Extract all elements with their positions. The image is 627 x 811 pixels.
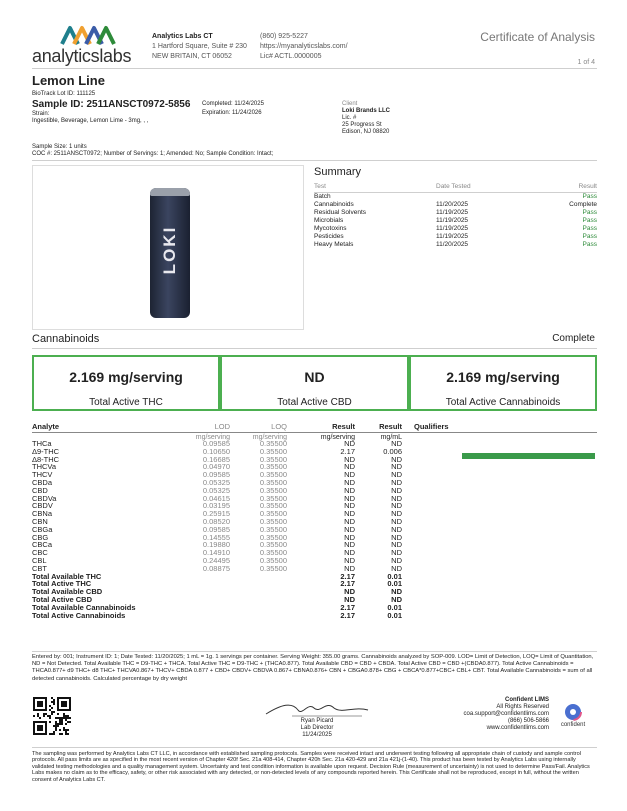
total-active-thc-box xyxy=(32,355,220,411)
qr-code[interactable] xyxy=(33,697,71,735)
analyte-loq: 0.35500 xyxy=(259,524,287,534)
analyte-result-serving: ND xyxy=(344,454,355,464)
client-license: Lic. # xyxy=(342,115,357,121)
analyte-loq: 0.35500 xyxy=(259,556,287,565)
document-title: Certificate of Analysis xyxy=(480,30,595,44)
product-name: Lemon Line xyxy=(32,73,105,88)
unit-result-ml: mg/mL xyxy=(380,434,402,441)
analyte-header-divider xyxy=(32,432,597,433)
analyte-loq: 0.35500 xyxy=(259,509,287,519)
signer-title: Lab Director xyxy=(300,725,334,731)
col-lod: LOD xyxy=(214,422,230,431)
summary-row xyxy=(314,209,597,217)
analyte-row xyxy=(32,479,602,487)
analyte-result-serving: ND xyxy=(344,540,355,550)
analyte-lod: 0.14555 xyxy=(202,532,230,542)
total-name: Total Active CBD xyxy=(32,595,93,604)
analyte-lod: 0.09585 xyxy=(202,524,230,534)
analyte-result-serving: ND xyxy=(344,517,355,526)
confident-logo-icon xyxy=(564,703,582,721)
analyte-name: CBDa xyxy=(32,478,53,487)
analyte-row xyxy=(32,471,602,479)
summary-result: Pass xyxy=(582,241,597,248)
summary-test: Heavy Metals xyxy=(314,241,354,248)
completed-date: Completed: 11/24/2025 xyxy=(202,101,264,107)
total-row xyxy=(32,573,602,581)
sample-size: Sample Size: 1 units xyxy=(32,144,87,150)
total-row xyxy=(32,612,602,620)
company-logo xyxy=(32,24,144,68)
analyte-result-serving: ND xyxy=(344,478,355,487)
summary-result: Pass xyxy=(582,193,597,200)
lab-phone: (860) 925-5227 xyxy=(260,33,308,40)
client-street: 25 Progress St xyxy=(342,122,382,128)
analyte-lod: 0.10650 xyxy=(202,446,230,456)
analyte-row xyxy=(32,502,602,510)
summary-col-result: Result xyxy=(578,183,597,190)
biotrack-lot-id: BioTrack Lot ID: 111125 xyxy=(32,91,96,97)
signature-date: 11/24/2025 xyxy=(302,732,332,738)
analyte-result-ml: ND xyxy=(391,556,402,565)
analyte-result-serving: ND xyxy=(344,548,355,558)
analyte-result-ml: ND xyxy=(391,532,402,542)
unit-lod: mg/serving xyxy=(195,434,230,441)
total-result-ml: 0.01 xyxy=(387,610,402,620)
logo-mark-icon xyxy=(60,24,120,46)
sample-id: Sample ID: 2511ANSCT0972-5856 xyxy=(32,99,191,110)
analyte-result-serving: ND xyxy=(344,532,355,542)
analyte-row xyxy=(32,518,602,526)
analyte-name: CBNa xyxy=(32,509,53,519)
analyte-lod: 0.05325 xyxy=(202,478,230,487)
total-result-serving: ND xyxy=(344,587,355,597)
total-name: Total Available THC xyxy=(32,571,102,581)
analyte-name: CBL xyxy=(32,556,47,565)
summary-test: Batch xyxy=(314,193,331,200)
analyte-row xyxy=(32,557,602,565)
client-name: Loki Brands LLC xyxy=(342,108,391,114)
summary-col-date: Date Tested xyxy=(436,183,471,190)
summary-result: Pass xyxy=(582,233,597,240)
col-loq: LOQ xyxy=(271,422,287,431)
total-name: Total Available Cannabinoids xyxy=(32,602,136,612)
summary-date: 11/19/2025 xyxy=(436,233,469,240)
analyte-lod: 0.05325 xyxy=(202,485,230,495)
product-can-image xyxy=(150,188,190,318)
box-divider-right xyxy=(407,355,409,411)
analyte-name: Δ8-THC xyxy=(32,454,60,464)
analyte-result-serving: ND xyxy=(344,556,355,565)
analyte-name: CBN xyxy=(32,517,48,526)
cannabinoids-divider xyxy=(32,348,597,349)
analyte-result-ml: ND xyxy=(391,462,402,472)
client-city: Edison, NJ 08820 xyxy=(342,129,390,135)
box-label: Total Active Cannabinoids xyxy=(445,397,561,408)
box-label: Total Active THC xyxy=(89,397,163,408)
analyte-result-ml: ND xyxy=(391,501,402,511)
summary-test: Mycotoxins xyxy=(314,225,347,232)
summary-test: Microbials xyxy=(314,217,344,224)
analyte-name: CBD xyxy=(32,485,48,495)
unit-loq: mg/serving xyxy=(252,434,287,441)
analyte-loq: 0.35500 xyxy=(259,532,287,542)
product-image-frame xyxy=(32,165,304,330)
box-divider-left xyxy=(220,355,222,411)
col-qualifiers: Qualifiers xyxy=(414,422,449,431)
lab-license: Lic# ACTL.0000005 xyxy=(260,53,322,60)
analyte-result-serving: ND xyxy=(344,470,355,480)
confident-email[interactable]: coa.support@confidentlims.com xyxy=(463,711,549,717)
analyte-name: CBGa xyxy=(32,524,53,534)
confident-lims-name: Confident LIMS xyxy=(505,697,549,703)
signature-image xyxy=(262,698,372,720)
cannabinoids-title: Cannabinoids xyxy=(32,333,100,345)
analyte-lod: 0.24495 xyxy=(202,556,230,565)
analyte-lod: 0.09585 xyxy=(202,470,230,480)
summary-date: 11/20/2025 xyxy=(436,201,469,208)
total-result-ml: ND xyxy=(391,595,402,604)
summary-test: Pesticides xyxy=(314,233,344,240)
summary-row xyxy=(314,193,597,201)
analyte-result-ml: ND xyxy=(391,509,402,519)
summary-row xyxy=(314,225,597,233)
analyte-result-serving: ND xyxy=(344,509,355,519)
total-result-serving: 2.17 xyxy=(340,571,355,581)
analyte-row xyxy=(32,440,602,448)
analyte-row xyxy=(32,549,602,557)
total-active-cannabinoids-box xyxy=(409,355,597,411)
lab-website[interactable]: https://myanalyticslabs.com/ xyxy=(260,43,348,50)
cannabinoids-status: Complete xyxy=(552,333,595,344)
analyte-lod: 0.09585 xyxy=(202,439,230,448)
summary-result: Complete xyxy=(569,201,597,208)
analyte-name: CBDVa xyxy=(32,493,57,503)
analyte-loq: 0.35500 xyxy=(259,517,287,526)
analyte-row xyxy=(32,463,602,471)
total-result-serving: 2.17 xyxy=(340,602,355,612)
summary-date: 11/19/2025 xyxy=(436,209,469,216)
total-result-ml: ND xyxy=(391,587,402,597)
analyte-result-ml: ND xyxy=(391,470,402,480)
analyte-row xyxy=(32,510,602,518)
summary-date: 11/20/2025 xyxy=(436,241,469,248)
analyte-loq: 0.35500 xyxy=(259,462,287,472)
analyte-row xyxy=(32,448,602,456)
lab-address-2: NEW BRITAIN, CT 06052 xyxy=(152,53,232,60)
analyte-result-ml: ND xyxy=(391,524,402,534)
total-name: Total Active Cannabinoids xyxy=(32,610,126,620)
analyte-loq: 0.35500 xyxy=(259,563,287,573)
analyte-result-ml: ND xyxy=(391,485,402,495)
analyte-name: CBDV xyxy=(32,501,53,511)
analyte-name: THCV xyxy=(32,470,53,480)
method-notes: Entered by: 001; Instrument ID: 1; Date Tested: 11/20/2025; 1 mL = 1g. 1 servings per container. Serving Weight: 355.00 grams. Cannabinoids analyzed by SOP-009. LOD= Limit of Detection, LOQ= Limit of Quantitation, ND = Not Detected. Total Available THC = D9-THC + THCA. Total Active THC = D9-THC + (THCA0.877). Total Available CBD = CBD + CBDA. Total Active CBD = CBD +(CBDA0.877). Total Active Cannabinoids = THCA0.877+ d9 THC+ d8 THC+ THCVA0.867+ THCV+ CBDA 0.877 + CBD+ CBDV+ CBDVA 0.867+ CBNA0.876+ CBN + CBGA0.878+ CBG + CBCA*0.877+CBC+ CBL+ CBT. Total Available Cannabinoids = sum of all detected cannabinoids. Calculated percentage by dry weight xyxy=(32,654,594,682)
analyte-row xyxy=(32,456,602,464)
analyte-loq: 0.35500 xyxy=(259,454,287,464)
analyte-name: Δ9-THC xyxy=(32,446,60,456)
footer-disclaimer: The sampling was performed by Analytics Labs CT LLC, in accordance with established sampling protocols. Samples were received intact and underwent testing following all appropriate chain of custody and sample control protocols. All pass limits are as specified in the most recent version of Chapter 420f Sec. 21a 408-414, Chapter 420h Sec. 21a 420-429 and 21a 421j-(1-40). This product has been tested by Analytics Labs using internally validated testing methodologies and a quality management system. Uncertainty and test condition information is available upon request. Decision Rule (measurement of uncertainty) is not used to determine Pass/Fail. Analytics Labs makes no claim as to the efficacy, safety, or other risk associated with any detected, or non-detected levels of any compounds reported herein. This Certificate shall not be reproduced, except in full, without the written consent of Analytics Labs CT. xyxy=(32,751,590,783)
analyte-lod: 0.04970 xyxy=(202,462,230,472)
expiration-date: Expiration: 11/24/2026 xyxy=(202,110,262,116)
lab-name: Analytics Labs CT xyxy=(152,33,213,40)
analyte-loq: 0.35500 xyxy=(259,501,287,511)
analyte-result-serving: ND xyxy=(344,501,355,511)
analyte-lod: 0.08520 xyxy=(202,517,230,526)
total-result-serving: 2.17 xyxy=(340,579,355,589)
analyte-result-serving: ND xyxy=(344,439,355,448)
box-value: 2.169 mg/serving xyxy=(69,369,183,385)
footer-divider xyxy=(32,747,597,748)
summary-test: Cannabinoids xyxy=(314,201,354,208)
analyte-lod: 0.19880 xyxy=(202,540,230,550)
analyte-result-ml: ND xyxy=(391,563,402,573)
analyte-header xyxy=(32,423,602,431)
signer-name: Ryan Picard xyxy=(300,718,334,724)
summary-row xyxy=(314,217,597,225)
analyte-lod: 0.03195 xyxy=(202,501,230,511)
analyte-result-ml: ND xyxy=(391,517,402,526)
summary-header xyxy=(314,183,597,191)
summary-title: Summary xyxy=(314,166,362,178)
strain-label: Strain: xyxy=(32,111,50,117)
summary-test: Residual Solvents xyxy=(314,209,367,216)
header-divider xyxy=(32,68,597,69)
unit-result-serving: mg/serving xyxy=(320,434,355,441)
confident-logo-text: confident xyxy=(560,722,586,728)
col-result-serving: Result xyxy=(332,422,355,431)
total-result-serving: ND xyxy=(344,595,355,604)
summary-col-test: Test xyxy=(314,183,326,190)
product-type: Ingestible, Beverage, Lemon Lime - 3mg, , , xyxy=(32,118,149,124)
analyte-name: CBC xyxy=(32,548,48,558)
client-label: Client xyxy=(342,101,358,107)
analyte-name: CBCa xyxy=(32,540,53,550)
box-label: Total Active CBD xyxy=(277,397,352,408)
can-brand-text: LOKI xyxy=(160,225,179,275)
total-active-cbd-box xyxy=(220,355,409,411)
analyte-result-ml: 0.006 xyxy=(383,446,402,456)
qr-code-icon xyxy=(33,697,71,735)
analyte-loq: 0.35500 xyxy=(259,493,287,503)
total-result-ml: 0.01 xyxy=(387,571,402,581)
analyte-lod: 0.04615 xyxy=(202,493,230,503)
page-number: 1 of 4 xyxy=(577,59,595,66)
analyte-name: THCa xyxy=(32,439,52,448)
analyte-result-serving: ND xyxy=(344,563,355,573)
analyte-row xyxy=(32,565,602,573)
analyte-loq: 0.35500 xyxy=(259,439,287,448)
analyte-loq: 0.35500 xyxy=(259,540,287,550)
analyte-lod: 0.14910 xyxy=(202,548,230,558)
analyte-loq: 0.35500 xyxy=(259,548,287,558)
col-result-ml: Result xyxy=(379,422,402,431)
analyte-result-serving: ND xyxy=(344,485,355,495)
analyte-row xyxy=(32,526,602,534)
col-analyte: Analyte xyxy=(32,422,60,431)
analyte-loq: 0.35500 xyxy=(259,470,287,480)
analyte-name: CBT xyxy=(32,563,47,573)
analyte-name: THCVa xyxy=(32,462,57,472)
coc-line: COC #: 2511ANSCT0972; Number of Servings: 1; Amended: No; Sample Condition: Intact; xyxy=(32,151,274,157)
total-result-ml: 0.01 xyxy=(387,602,402,612)
summary-date: 11/19/2025 xyxy=(436,217,469,224)
analyte-result-ml: ND xyxy=(391,540,402,550)
confident-phone: (866) 506-5866 xyxy=(507,718,549,724)
total-result-ml: 0.01 xyxy=(387,579,402,589)
summary-date: 11/19/2025 xyxy=(436,225,469,232)
analyte-row xyxy=(32,534,602,542)
summary-result: Pass xyxy=(582,209,597,216)
analyte-loq: 0.35500 xyxy=(259,446,287,456)
total-name: Total Available CBD xyxy=(32,587,103,597)
analyte-lod: 0.16685 xyxy=(202,454,230,464)
analyte-lod: 0.25915 xyxy=(202,509,230,519)
analyte-loq: 0.35500 xyxy=(259,478,287,487)
info-divider xyxy=(32,160,597,161)
analyte-result-ml: ND xyxy=(391,493,402,503)
analyte-loq: 0.35500 xyxy=(259,485,287,495)
analyte-result-ml: ND xyxy=(391,439,402,448)
notes-divider xyxy=(32,651,597,652)
total-row xyxy=(32,588,602,596)
summary-result: Pass xyxy=(582,217,597,224)
analyte-result-serving: 2.17 xyxy=(340,446,355,456)
confident-website[interactable]: www.confidentlims.com xyxy=(486,725,549,731)
analyte-result-ml: ND xyxy=(391,478,402,487)
summary-row xyxy=(314,241,597,249)
analyte-row xyxy=(32,495,602,503)
box-value: 2.169 mg/serving xyxy=(446,369,560,385)
confident-rights: All Rights Reserved xyxy=(496,704,549,710)
logo-text: analyticslabs xyxy=(32,46,132,66)
total-row xyxy=(32,580,602,588)
total-result-serving: 2.17 xyxy=(340,610,355,620)
analyte-result-serving: ND xyxy=(344,493,355,503)
analyte-name: CBG xyxy=(32,532,49,542)
summary-row xyxy=(314,233,597,241)
analyte-result-ml: ND xyxy=(391,454,402,464)
analyte-result-ml: ND xyxy=(391,548,402,558)
analyte-result-serving: ND xyxy=(344,462,355,472)
analyte-row xyxy=(32,541,602,549)
lab-address-1: 1 Hartford Square, Suite # 230 xyxy=(152,43,247,50)
total-name: Total Active THC xyxy=(32,579,92,589)
analyte-row xyxy=(32,487,602,495)
summary-row xyxy=(314,201,597,209)
summary-result: Pass xyxy=(582,225,597,232)
box-value: ND xyxy=(304,369,325,385)
analyte-result-serving: ND xyxy=(344,524,355,534)
confident-logo xyxy=(553,703,593,733)
analyte-lod: 0.08875 xyxy=(202,563,230,573)
